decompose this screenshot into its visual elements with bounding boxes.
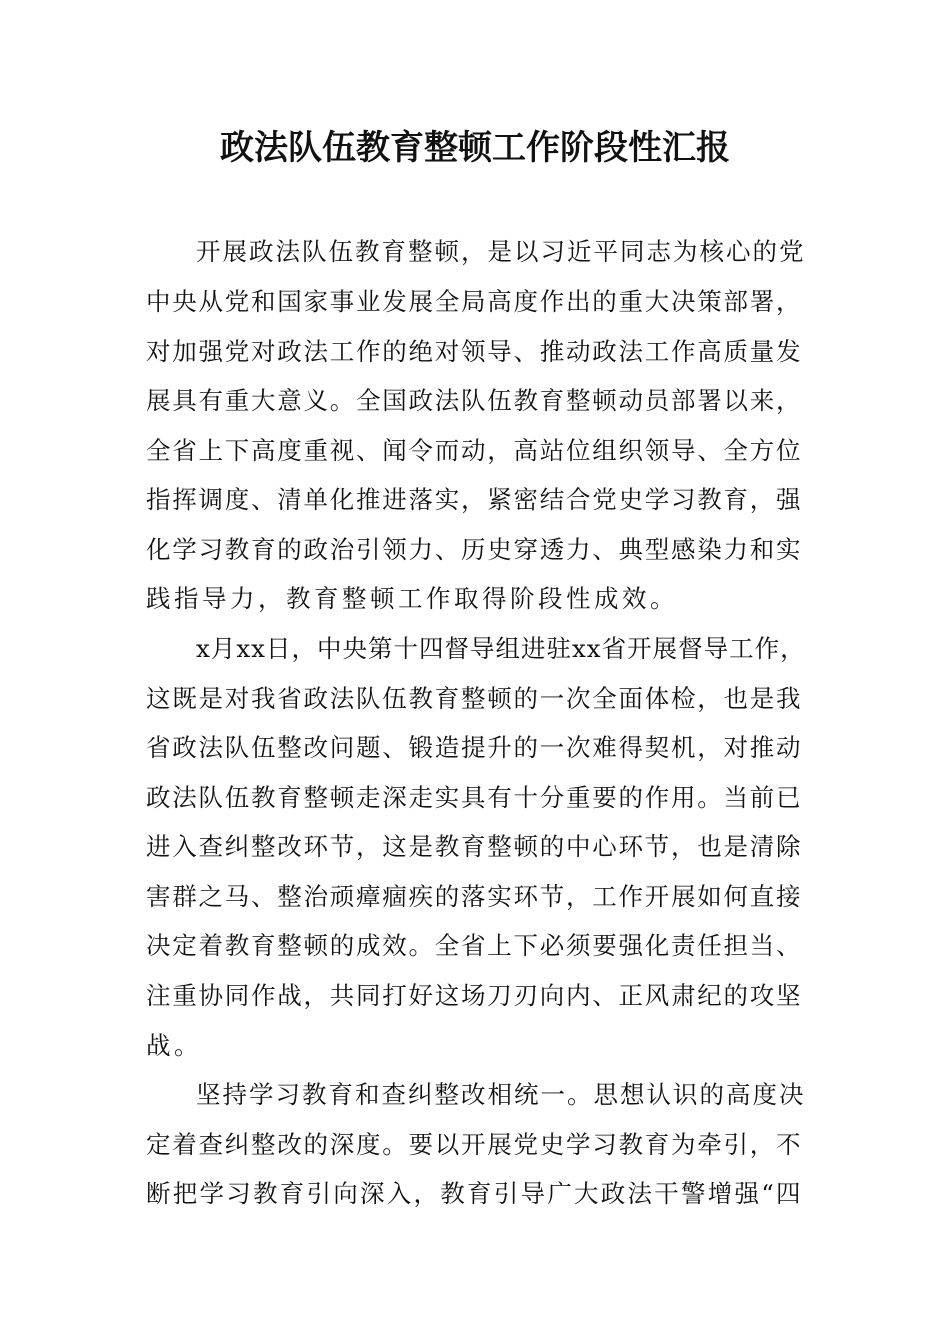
paragraph-line: 断把学习教育引向深入，教育引导广大政法干警增强“四 [146,1179,803,1208]
paragraph-line: 注重协同作战，共同打好这场刀刃向内、正风肃纪的攻坚 [146,981,803,1010]
paragraph-line: 化学习教育的政治引领力、历史穿透力、典型感染力和实 [146,535,803,564]
paragraph-line: 展具有重大意义。全国政法队伍教育整顿动员部署以来， [146,386,803,415]
paragraph-line: 指挥调度、清单化推进落实，紧密结合党史学习教育，强 [146,485,803,514]
paragraph-line: 进入查纠整改环节，这是教育整顿的中心环节，也是清除 [146,832,803,861]
paragraph-line: 这既是对我省政法队伍教育整顿的一次全面体检，也是我 [146,684,803,713]
paragraph-line: 定着查纠整改的深度。要以开展党史学习教育为牵引，不 [146,1130,803,1159]
paragraph-line: 践指导力，教育整顿工作取得阶段性成效。 [146,584,678,613]
paragraph-line: 对加强党对政法工作的绝对领导、推动政法工作高质量发 [146,337,803,366]
paragraph-line: 战。 [146,1031,202,1060]
paragraph-line: 害群之马、整治顽瘴痼疾的落实环节，工作开展如何直接 [146,882,803,911]
paragraph-line: 中央从党和国家事业发展全局高度作出的重大决策部署， [146,287,803,316]
document-title: 政法队伍教育整顿工作阶段性汇报 [220,128,730,168]
paragraph-line: x月xx日，中央第十四督导组进驻xx省开展督导工作， [196,634,806,663]
paragraph-line: 开展政法队伍教育整顿，是以习近平同志为核心的党 [196,237,806,266]
paragraph-line: 坚持学习教育和查纠整改相统一。思想认识的高度决 [196,1080,806,1109]
paragraph-line: 决定着教育整顿的成效。全省上下必须要强化责任担当、 [146,931,803,960]
paragraph-line: 政法队伍教育整顿走深走实具有十分重要的作用。当前已 [146,783,803,812]
paragraph-line: 省政法队伍整改问题、锻造提升的一次难得契机，对推动 [146,733,803,762]
paragraph-line: 全省上下高度重视、闻令而动，高站位组织领导、全方位 [146,436,803,465]
